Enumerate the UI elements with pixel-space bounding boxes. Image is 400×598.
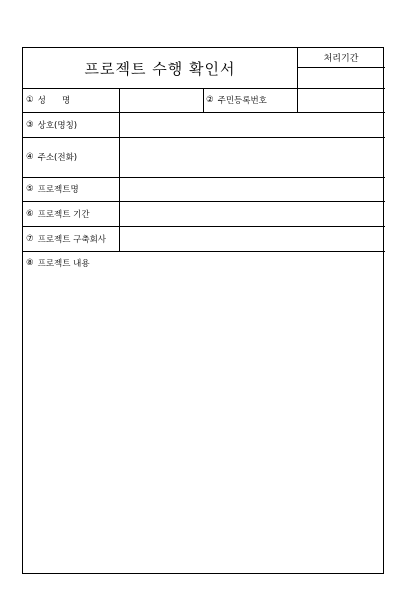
project-period-text: 프로젝트 기간 (37, 209, 90, 220)
confirmation-form (22, 47, 384, 574)
company-value[interactable] (119, 112, 385, 137)
project-company-label (26, 226, 106, 251)
project-company-text: 프로젝트 구축회사 (37, 234, 107, 245)
resident-label (206, 88, 267, 112)
name-label (26, 88, 70, 112)
address-value[interactable] (119, 137, 385, 177)
company-text: 상호(명칭) (37, 120, 78, 131)
project-period-value[interactable] (119, 201, 385, 226)
name-number: ① (26, 95, 34, 105)
project-name-number: ⑤ (26, 184, 34, 194)
name-value[interactable] (119, 88, 203, 112)
address-number: ④ (26, 152, 34, 162)
form-title: 프로젝트 수행 확인서 (84, 59, 236, 78)
project-company-number: ⑦ (26, 233, 34, 244)
name-value-divider (203, 88, 204, 112)
project-name-label (26, 177, 79, 201)
company-number: ③ (26, 119, 34, 130)
project-period-label (26, 201, 90, 226)
resident-text: 주민등록번호 (217, 96, 267, 106)
name-label-divider (119, 88, 120, 112)
name-text: 성 명 (37, 96, 71, 106)
title-divider (297, 48, 298, 88)
address-label (26, 137, 77, 177)
project-company-value[interactable] (119, 226, 385, 251)
processing-period-label: 처리기간 (323, 54, 359, 64)
resident-value[interactable] (297, 88, 385, 112)
resident-number: ② (206, 95, 214, 105)
project-name-value[interactable] (119, 177, 385, 201)
project-content-label (26, 251, 90, 275)
processing-period-divider (297, 67, 385, 68)
project-content-number: ⑧ (26, 258, 34, 268)
project-content-value[interactable] (23, 275, 383, 573)
project-name-text: 프로젝트명 (37, 185, 79, 195)
address-text: 주소(전화) (37, 153, 78, 163)
project-period-number: ⑥ (26, 208, 34, 219)
company-label (26, 112, 77, 137)
project-content-text: 프로젝트 내용 (37, 259, 90, 269)
